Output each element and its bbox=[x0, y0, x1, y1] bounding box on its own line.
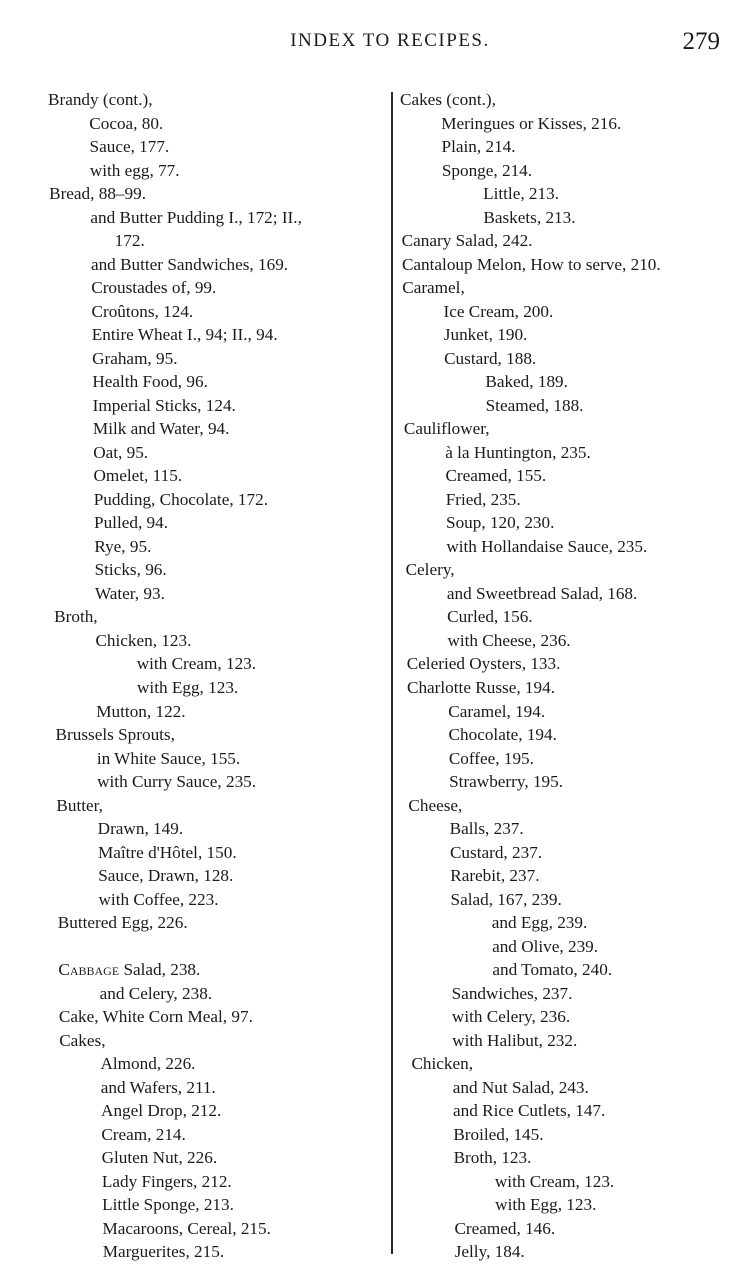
index-subentry: Croustades of, 99. bbox=[91, 278, 217, 298]
index-subentry: with egg, 77. bbox=[89, 160, 180, 180]
index-subentry: with Halibut, 232. bbox=[452, 1030, 578, 1050]
index-entry: Chicken, bbox=[411, 1054, 474, 1074]
index-subentry: Milk and Water, 94. bbox=[92, 419, 230, 439]
column-divider bbox=[391, 92, 393, 1254]
index-subentry: Mutton, 122. bbox=[96, 701, 186, 721]
index-subentry: and Celery, 238. bbox=[99, 983, 213, 1003]
index-subentry: Junket, 190. bbox=[443, 325, 528, 345]
index-subentry: and Sweetbread Salad, 168. bbox=[446, 583, 638, 603]
index-subentry: Water, 93. bbox=[94, 583, 165, 603]
index-subentry: Pudding, Chocolate, 172. bbox=[93, 489, 269, 509]
index-entry: Celeried Oysters, 133. bbox=[406, 654, 561, 674]
index-subentry: with Coffee, 223. bbox=[98, 889, 219, 909]
index-subentry: Creamed, 155. bbox=[445, 466, 547, 486]
index-subentry: Angel Drop, 212. bbox=[101, 1101, 222, 1121]
index-subentry: Sauce, 177. bbox=[89, 137, 170, 157]
index-subentry: Cream, 214. bbox=[101, 1124, 186, 1144]
index-subentry: with Celery, 236. bbox=[451, 1007, 571, 1027]
index-subentry: Ice Cream, 200. bbox=[443, 301, 554, 321]
index-subentry: Almond, 226. bbox=[100, 1054, 196, 1074]
index-subentry: Salad, 167, 239. bbox=[450, 889, 562, 909]
index-subentry: and Olive, 239. bbox=[492, 936, 599, 956]
index-entry: Canary Salad, 242. bbox=[401, 231, 533, 251]
index-entry: Cheese, bbox=[408, 795, 463, 815]
index-subentry: Graham, 95. bbox=[92, 348, 178, 368]
index-subentry: Croûtons, 124. bbox=[91, 301, 194, 321]
index-subentry: Chicken, 123. bbox=[95, 630, 192, 650]
index-subentry: Baked, 189. bbox=[485, 372, 568, 392]
index-entry: Caramel, bbox=[402, 278, 465, 298]
index-subentry: in White Sauce, 155. bbox=[96, 748, 241, 768]
index-subentry: Coffee, 195. bbox=[448, 748, 534, 768]
index-subentry: with Hollandaise Sauce, 235. bbox=[446, 536, 648, 556]
index-entry: Cakes, bbox=[59, 1030, 106, 1050]
index-entry: Brussels Sprouts, bbox=[55, 725, 175, 745]
index-subentry: and Egg, 239. bbox=[491, 913, 588, 933]
index-subentry: Steamed, 188. bbox=[485, 395, 584, 415]
index-subentry: Lady Fingers, 212. bbox=[101, 1171, 232, 1191]
index-entry: Charlotte Russe, 194. bbox=[407, 678, 555, 697]
index-subentry: Custard, 237. bbox=[449, 842, 543, 862]
entry-rest: Salad, 238. bbox=[119, 960, 201, 980]
index-subentry: and Butter Sandwiches, 169. bbox=[90, 254, 289, 274]
index-entry: Butter, bbox=[56, 795, 103, 815]
index-subentry: Meringues or Kisses, 216. bbox=[441, 113, 622, 133]
index-subentry: Sponge, 214. bbox=[441, 160, 533, 180]
index-subentry: Caramel, 194. bbox=[448, 701, 546, 721]
running-header-title: INDEX TO RECIPES. bbox=[290, 30, 490, 51]
index-subentry: Gluten Nut, 226. bbox=[101, 1148, 218, 1168]
index-subentry: Macaroons, Cereal, 215. bbox=[102, 1218, 271, 1238]
index-subentry: Omelet, 115. bbox=[93, 466, 183, 486]
entry-lead-word: Cabbage bbox=[58, 960, 120, 980]
index-subentry: Plain, 214. bbox=[441, 137, 516, 157]
index-subentry: Little, 213. bbox=[483, 184, 560, 204]
index-subentry: Sauce, Drawn, 128. bbox=[98, 866, 234, 886]
index-subentry: Broth, 123. bbox=[453, 1148, 532, 1168]
index-subentry: Oat, 95. bbox=[93, 442, 149, 462]
index-subentry: Imperial Sticks, 124. bbox=[92, 395, 236, 415]
index-subentry: Health Food, 96. bbox=[92, 372, 208, 392]
index-subentry: 172. bbox=[114, 231, 145, 251]
index-subentry: Drawn, 149. bbox=[97, 819, 184, 839]
index-entry: Broth, bbox=[54, 607, 98, 627]
index-subentry: Broiled, 145. bbox=[453, 1124, 544, 1144]
index-subentry: à la Huntington, 235. bbox=[445, 442, 591, 462]
index-subentry: with Cream, 123. bbox=[136, 654, 257, 674]
index-subentry: and Tomato, 240. bbox=[492, 960, 613, 980]
index-subentry: with Egg, 123. bbox=[137, 678, 239, 697]
index-subentry: Maître d'Hôtel, 150. bbox=[97, 842, 237, 862]
index-subentry: Baskets, 213. bbox=[483, 207, 576, 227]
index-entry bbox=[58, 959, 200, 981]
index-entry: Brandy (cont.), bbox=[48, 90, 153, 109]
index-subentry: Jelly, 184. bbox=[454, 1242, 525, 1262]
index-subentry: Sticks, 96. bbox=[94, 560, 167, 580]
index-subentry: Little Sponge, 213. bbox=[102, 1195, 234, 1215]
index-subentry: and Rice Cutlets, 147. bbox=[453, 1101, 606, 1121]
index-subentry: with Cream, 123. bbox=[494, 1171, 615, 1191]
index-subentry: Marguerites, 215. bbox=[102, 1242, 225, 1262]
index-subentry: with Egg, 123. bbox=[495, 1195, 597, 1215]
index-subentry: with Curry Sauce, 235. bbox=[97, 772, 257, 792]
index-subentry: Curled, 156. bbox=[447, 607, 533, 627]
index-subentry: and Butter Pudding I., 172; II., bbox=[90, 207, 302, 227]
index-entry: Celery, bbox=[405, 560, 455, 580]
index-subentry: Strawberry, 195. bbox=[449, 772, 564, 792]
index-subentry: Custard, 188. bbox=[444, 348, 537, 368]
index-subentry: Cocoa, 80. bbox=[89, 113, 164, 133]
index-entry: Cake, White Corn Meal, 97. bbox=[58, 1007, 253, 1027]
index-subentry: Pulled, 94. bbox=[94, 513, 169, 533]
index-entry: Cakes (cont.), bbox=[400, 90, 496, 109]
index-entry: Bread, 88–99. bbox=[49, 184, 147, 204]
index-entry: Cauliflower, bbox=[403, 419, 490, 439]
index-subentry: Rye, 95. bbox=[94, 536, 152, 556]
index-subentry: with Cheese, 236. bbox=[447, 630, 571, 650]
index-subentry: Rarebit, 237. bbox=[450, 866, 540, 886]
index-subentry: Soup, 120, 230. bbox=[446, 513, 555, 533]
index-subentry: Chocolate, 194. bbox=[448, 725, 557, 745]
page-number: 279 bbox=[682, 28, 720, 55]
index-entry: Buttered Egg, 226. bbox=[57, 913, 188, 933]
index-subentry: Entire Wheat I., 94; II., 94. bbox=[91, 325, 278, 345]
index-subentry: Balls, 237. bbox=[449, 819, 524, 839]
index-subentry: Sandwiches, 237. bbox=[451, 983, 573, 1003]
index-subentry: and Nut Salad, 243. bbox=[452, 1077, 589, 1097]
index-subentry: Creamed, 146. bbox=[454, 1218, 556, 1238]
index-subentry: and Wafers, 211. bbox=[100, 1077, 216, 1097]
index-subentry: Fried, 235. bbox=[445, 489, 521, 509]
index-entry: Cantaloup Melon, How to serve, 210. bbox=[401, 254, 661, 274]
